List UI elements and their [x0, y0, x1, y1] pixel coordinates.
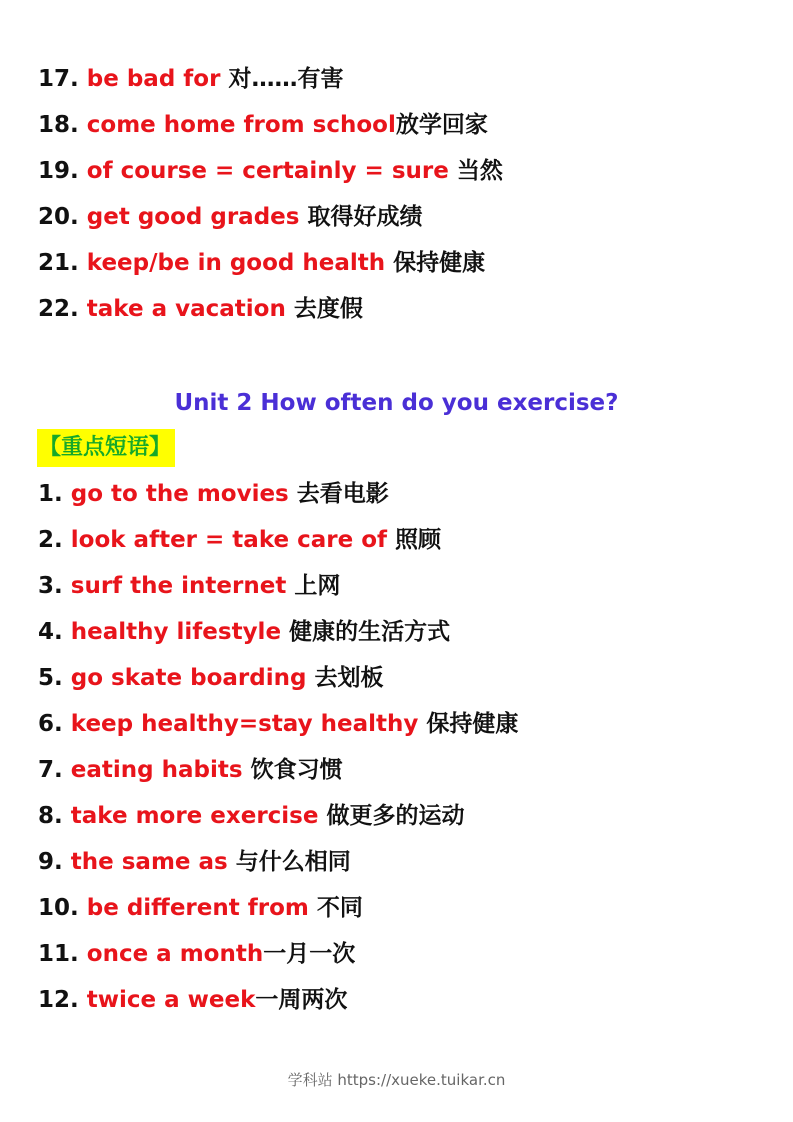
chinese-meaning: 与什么相同: [235, 849, 351, 875]
chinese-meaning: 一月一次: [263, 941, 356, 967]
chinese-meaning: 做更多的运动: [326, 803, 465, 829]
chinese-meaning: 照顾: [395, 527, 442, 553]
phrase-item: [38, 754, 343, 786]
english-phrase: go to the movies: [70, 481, 289, 507]
chinese-meaning: 不同: [316, 895, 363, 921]
phrase-item: [38, 984, 347, 1016]
unit-title: Unit 2 How often do you exercise?: [174, 390, 619, 416]
english-phrase: take a vacation: [86, 296, 286, 322]
chinese-meaning: 去划板: [314, 665, 384, 691]
english-phrase: look after = take care of: [70, 527, 388, 553]
english-phrase: keep/be in good health: [86, 250, 386, 276]
phrase-item: [38, 524, 441, 556]
item-number: 4.: [38, 619, 63, 645]
chinese-meaning: 一周两次: [255, 987, 348, 1013]
item-number: 9.: [38, 849, 63, 875]
phrase-item: [38, 63, 343, 95]
english-phrase: keep healthy=stay healthy: [70, 711, 419, 737]
item-number: 18.: [38, 112, 79, 138]
phrase-item: [38, 662, 383, 694]
item-number: 6.: [38, 711, 63, 737]
item-number: 7.: [38, 757, 63, 783]
chinese-meaning: 保持健康: [426, 711, 519, 737]
english-phrase: be bad for: [86, 66, 221, 92]
item-number: 8.: [38, 803, 63, 829]
phrase-item: [38, 293, 363, 325]
chinese-meaning: 当然: [456, 158, 503, 184]
english-phrase: eating habits: [70, 757, 243, 783]
chinese-meaning: 去度假: [293, 296, 363, 322]
english-phrase: take more exercise: [70, 803, 319, 829]
english-phrase: once a month: [86, 941, 264, 967]
chinese-meaning: 去看电影: [296, 481, 389, 507]
english-phrase: get good grades: [86, 204, 300, 230]
item-number: 11.: [38, 941, 79, 967]
phrase-item: [38, 109, 488, 141]
chinese-meaning: 放学回家: [395, 112, 488, 138]
english-phrase: healthy lifestyle: [70, 619, 282, 645]
item-number: 2.: [38, 527, 63, 553]
chinese-meaning: 对……有害: [228, 66, 344, 92]
chinese-meaning: 健康的生活方式: [289, 619, 451, 645]
phrase-item: [38, 570, 340, 602]
chinese-meaning: 保持健康: [393, 250, 486, 276]
item-number: 22.: [38, 296, 79, 322]
phrase-item: [38, 800, 464, 832]
item-number: 21.: [38, 250, 79, 276]
item-number: 3.: [38, 573, 63, 599]
english-phrase: of course = certainly = sure: [86, 158, 449, 184]
chinese-meaning: 饮食习惯: [250, 757, 343, 783]
item-number: 17.: [38, 66, 79, 92]
english-phrase: twice a week: [86, 987, 256, 1013]
section-label: 【重点短语】: [37, 429, 175, 467]
item-number: 5.: [38, 665, 63, 691]
chinese-meaning: 取得好成绩: [307, 204, 423, 230]
english-phrase: surf the internet: [70, 573, 287, 599]
english-phrase: come home from school: [86, 112, 396, 138]
english-phrase: the same as: [70, 849, 228, 875]
phrase-item: [38, 846, 351, 878]
phrase-item: [38, 892, 363, 924]
item-number: 10.: [38, 895, 79, 921]
phrase-item: [38, 201, 422, 233]
english-phrase: go skate boarding: [70, 665, 307, 691]
item-number: 19.: [38, 158, 79, 184]
chinese-meaning: 上网: [294, 573, 341, 599]
phrase-item: [38, 155, 503, 187]
english-phrase: be different from: [86, 895, 309, 921]
item-number: 1.: [38, 481, 63, 507]
item-number: 12.: [38, 987, 79, 1013]
phrase-item: [38, 708, 518, 740]
phrase-item: [38, 247, 485, 279]
phrase-item: [38, 938, 355, 970]
phrase-item: [38, 478, 389, 510]
item-number: 20.: [38, 204, 79, 230]
footer-watermark: 学科站 https://xueke.tuikar.cn: [287, 1071, 506, 1089]
phrase-item: [38, 616, 450, 648]
